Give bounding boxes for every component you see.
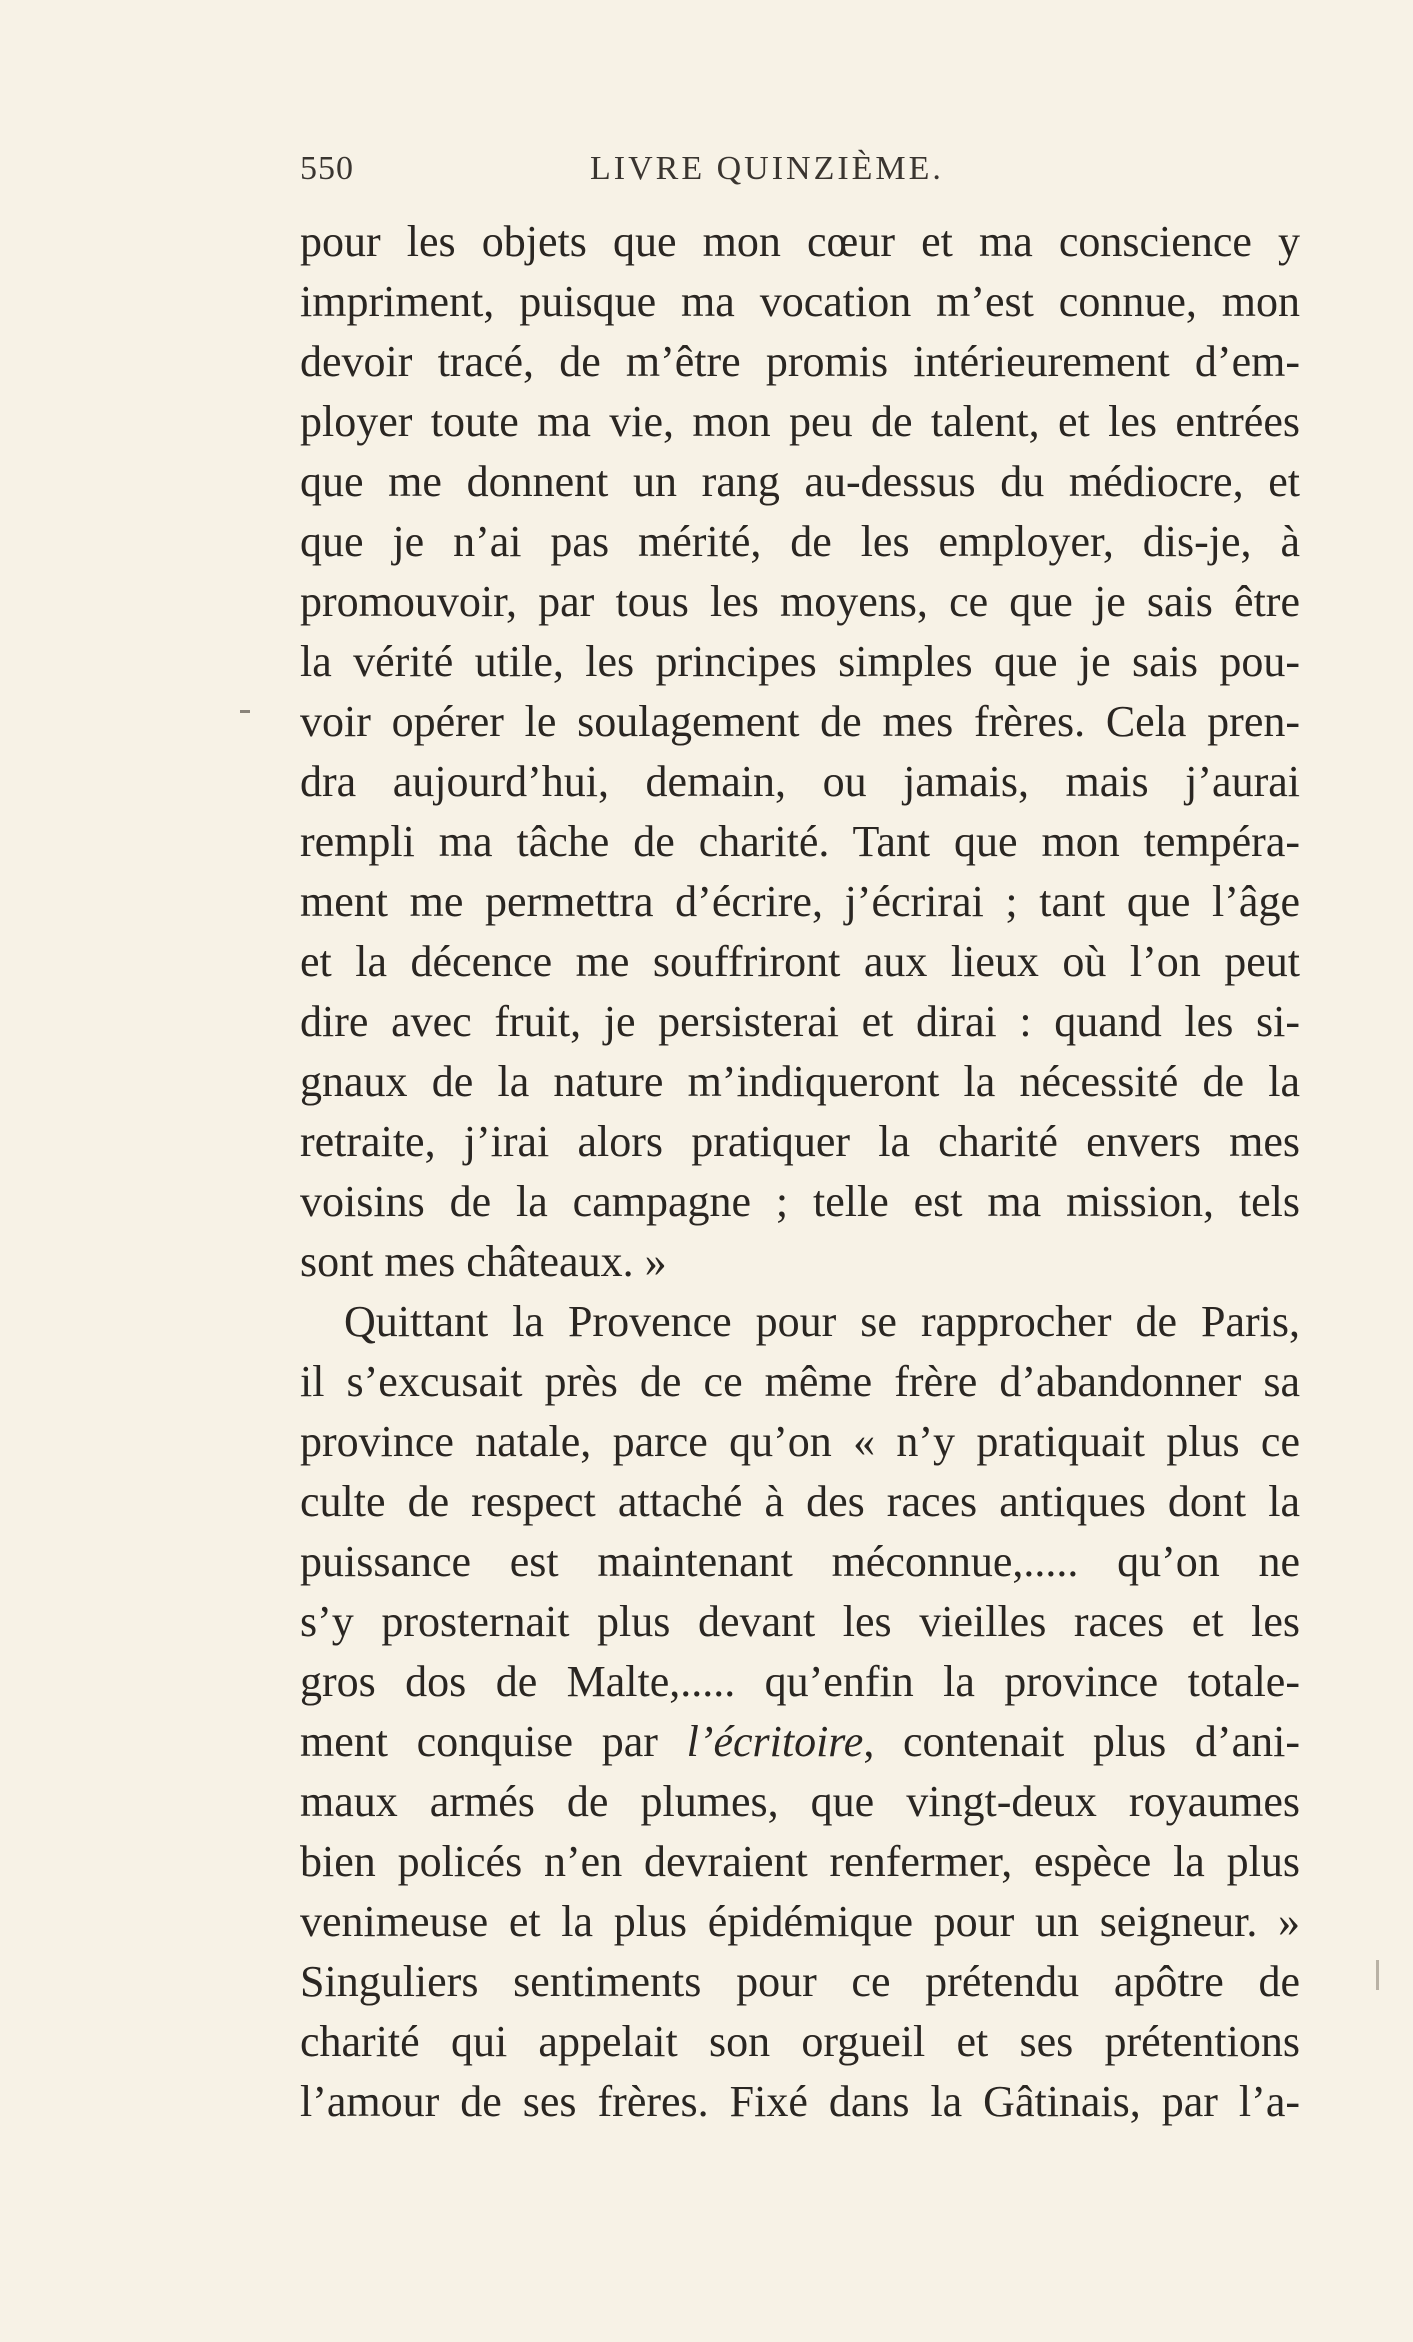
text-line: promouvoir, par tous les moyens, ce que je sais être: [300, 577, 1300, 626]
text-line: Singuliers sentiments pour ce prétendu apôtre de: [300, 1957, 1300, 2006]
text-line: charité qui appelait son orgueil et ses prétentions: [300, 2017, 1300, 2066]
text-line: s’y prosternait plus devant les vieilles races et les: [300, 1597, 1300, 1646]
text-line: l’amour de ses frères. Fixé dans la Gâtinais, par l’a-: [300, 2077, 1300, 2126]
text-line: devoir tracé, de m’être promis intérieurement d’em-: [300, 337, 1300, 386]
text-line: il s’excusait près de ce même frère d’abandonner sa: [300, 1357, 1300, 1406]
text-line: dra aujourd’hui, demain, ou jamais, mais j’aurai: [300, 757, 1300, 806]
text-line: Quittant la Provence pour se rapprocher de Paris,: [344, 1297, 1300, 1346]
body-text: [300, 212, 1300, 2132]
text-line: ment me permettra d’écrire, j’écrirai ; tant que l’âge: [300, 877, 1300, 926]
text-segment: , contenait plus d’ani-: [863, 1717, 1300, 1766]
text-line: ployer toute ma vie, mon peu de talent, et les entrées: [300, 397, 1300, 446]
text-line: voir opérer le soulagement de mes frères. Cela pren-: [300, 697, 1300, 746]
text-line: maux armés de plumes, que vingt-deux royaumes: [300, 1777, 1300, 1826]
text-segment: ment conquise par: [300, 1717, 687, 1766]
text-line: bien policés n’en devraient renfermer, espèce la plus: [300, 1837, 1300, 1886]
running-title: LIVRE QUINZIÈME.: [590, 150, 944, 187]
text-line: pour les objets que mon cœur et ma conscience y: [300, 217, 1300, 266]
page-number: 550: [300, 150, 354, 187]
text-line-with-italic: [300, 1712, 1300, 1772]
text-line: province natale, parce qu’on « n’y pratiquait plus ce: [300, 1417, 1300, 1466]
text-line: puissance est maintenant méconnue,..... qu’on ne: [300, 1537, 1300, 1586]
text-line: sont mes châteaux. »: [300, 1237, 667, 1286]
text-line: venimeuse et la plus épidémique pour un seigneur. »: [300, 1897, 1300, 1946]
margin-mark: [1376, 1960, 1379, 1990]
text-line: culte de respect attaché à des races antiques dont la: [300, 1477, 1300, 1526]
margin-mark: [240, 710, 250, 713]
text-line: et la décence me souffriront aux lieux où l’on peut: [300, 937, 1300, 986]
text-line: la vérité utile, les principes simples que je sais pou-: [300, 637, 1300, 686]
running-head: [300, 150, 1300, 200]
text-line: dire avec fruit, je persisterai et dirai : quand les si-: [300, 997, 1300, 1046]
text-line: gnaux de la nature m’indiqueront la nécessité de la: [300, 1057, 1300, 1106]
italic-word: l’écritoire: [686, 1717, 864, 1766]
text-line: que je n’ai pas mérité, de les employer, dis-je, à: [300, 517, 1300, 566]
text-line: gros dos de Malte,..... qu’enfin la province totale-: [300, 1657, 1300, 1706]
text-line: que me donnent un rang au-dessus du médiocre, et: [300, 457, 1300, 506]
text-line: impriment, puisque ma vocation m’est connue, mon: [300, 277, 1300, 326]
text-line: retraite, j’irai alors pratiquer la charité envers mes: [300, 1117, 1300, 1166]
text-line: rempli ma tâche de charité. Tant que mon tempéra-: [300, 817, 1300, 866]
text-line: voisins de la campagne ; telle est ma mission, tels: [300, 1177, 1300, 1226]
